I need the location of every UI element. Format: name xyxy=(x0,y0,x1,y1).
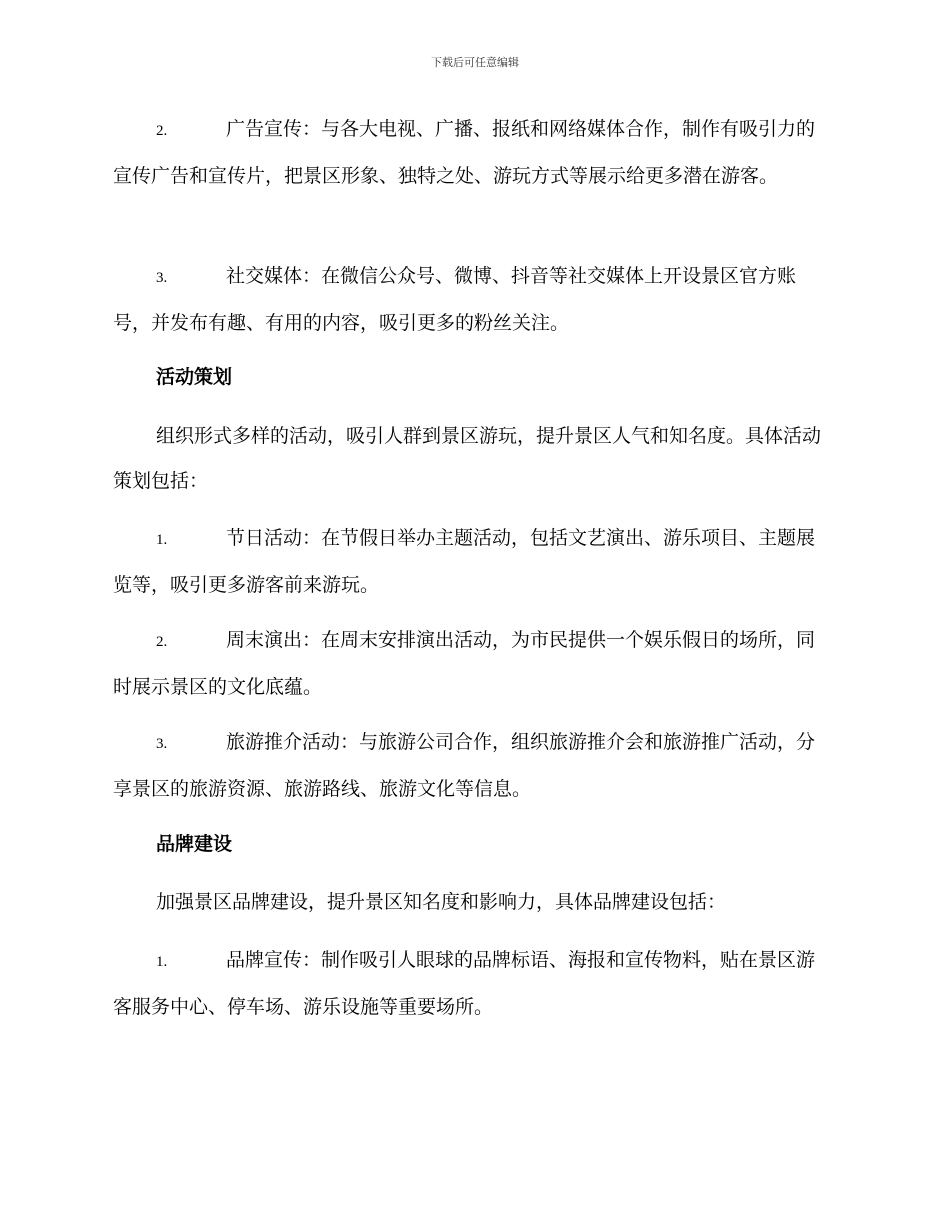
list-text: 社交媒体：在微信公众号、微博、抖音等社交媒体上开设景区官方账号，并发布有趣、有用的内容，吸引更多的粉丝关注。 xyxy=(113,265,797,334)
section-heading: 品牌建设 xyxy=(156,833,233,855)
list-number: 3. xyxy=(156,736,168,752)
list-number: 1. xyxy=(156,954,168,970)
paragraph: 组织形式多样的活动，吸引人群到景区游玩，提升景区人气和知名度。具体活动策划包括： xyxy=(113,425,822,492)
list-text: 旅游推介活动：与旅游公司合作，组织旅游推介会和旅游推广活动，分享景区的旅游资源、旅游路线、旅游文化等信息。 xyxy=(113,731,816,800)
paragraph: 加强景区品牌建设，提升景区知名度和影响力，具体品牌建设包括： xyxy=(156,891,727,913)
list-item xyxy=(113,938,833,1030)
list-text: 节日活动：在节假日举办主题活动，包括文艺演出、游乐项目、主题展览等，吸引更多游客前来游玩。 xyxy=(113,527,816,596)
list-text: 广告宣传：与各大电视、广播、报纸和网络媒体合作，制作有吸引力的宣传广告和宣传片，把景区形象、独特之处、游玩方式等展示给更多潜在游客。 xyxy=(113,118,816,187)
section-heading: 活动策划 xyxy=(156,366,233,388)
list-number: 3. xyxy=(156,270,168,286)
list-item xyxy=(113,254,833,346)
list-item xyxy=(113,618,833,710)
list-item xyxy=(113,516,833,608)
list-number: 2. xyxy=(156,123,168,139)
list-item xyxy=(113,720,833,812)
list-item xyxy=(113,107,833,199)
list-number: 1. xyxy=(156,532,168,548)
list-text: 周末演出：在周末安排演出活动，为市民提供一个娱乐假日的场所，同时展示景区的文化底蕴。 xyxy=(113,629,816,698)
page-header: 下载后可任意编辑 xyxy=(431,56,519,69)
list-number: 2. xyxy=(156,634,168,650)
list-text: 品牌宣传：制作吸引人眼球的品牌标语、海报和宣传物料，贴在景区游客服务中心、停车场、游乐设施等重要场所。 xyxy=(113,949,816,1018)
